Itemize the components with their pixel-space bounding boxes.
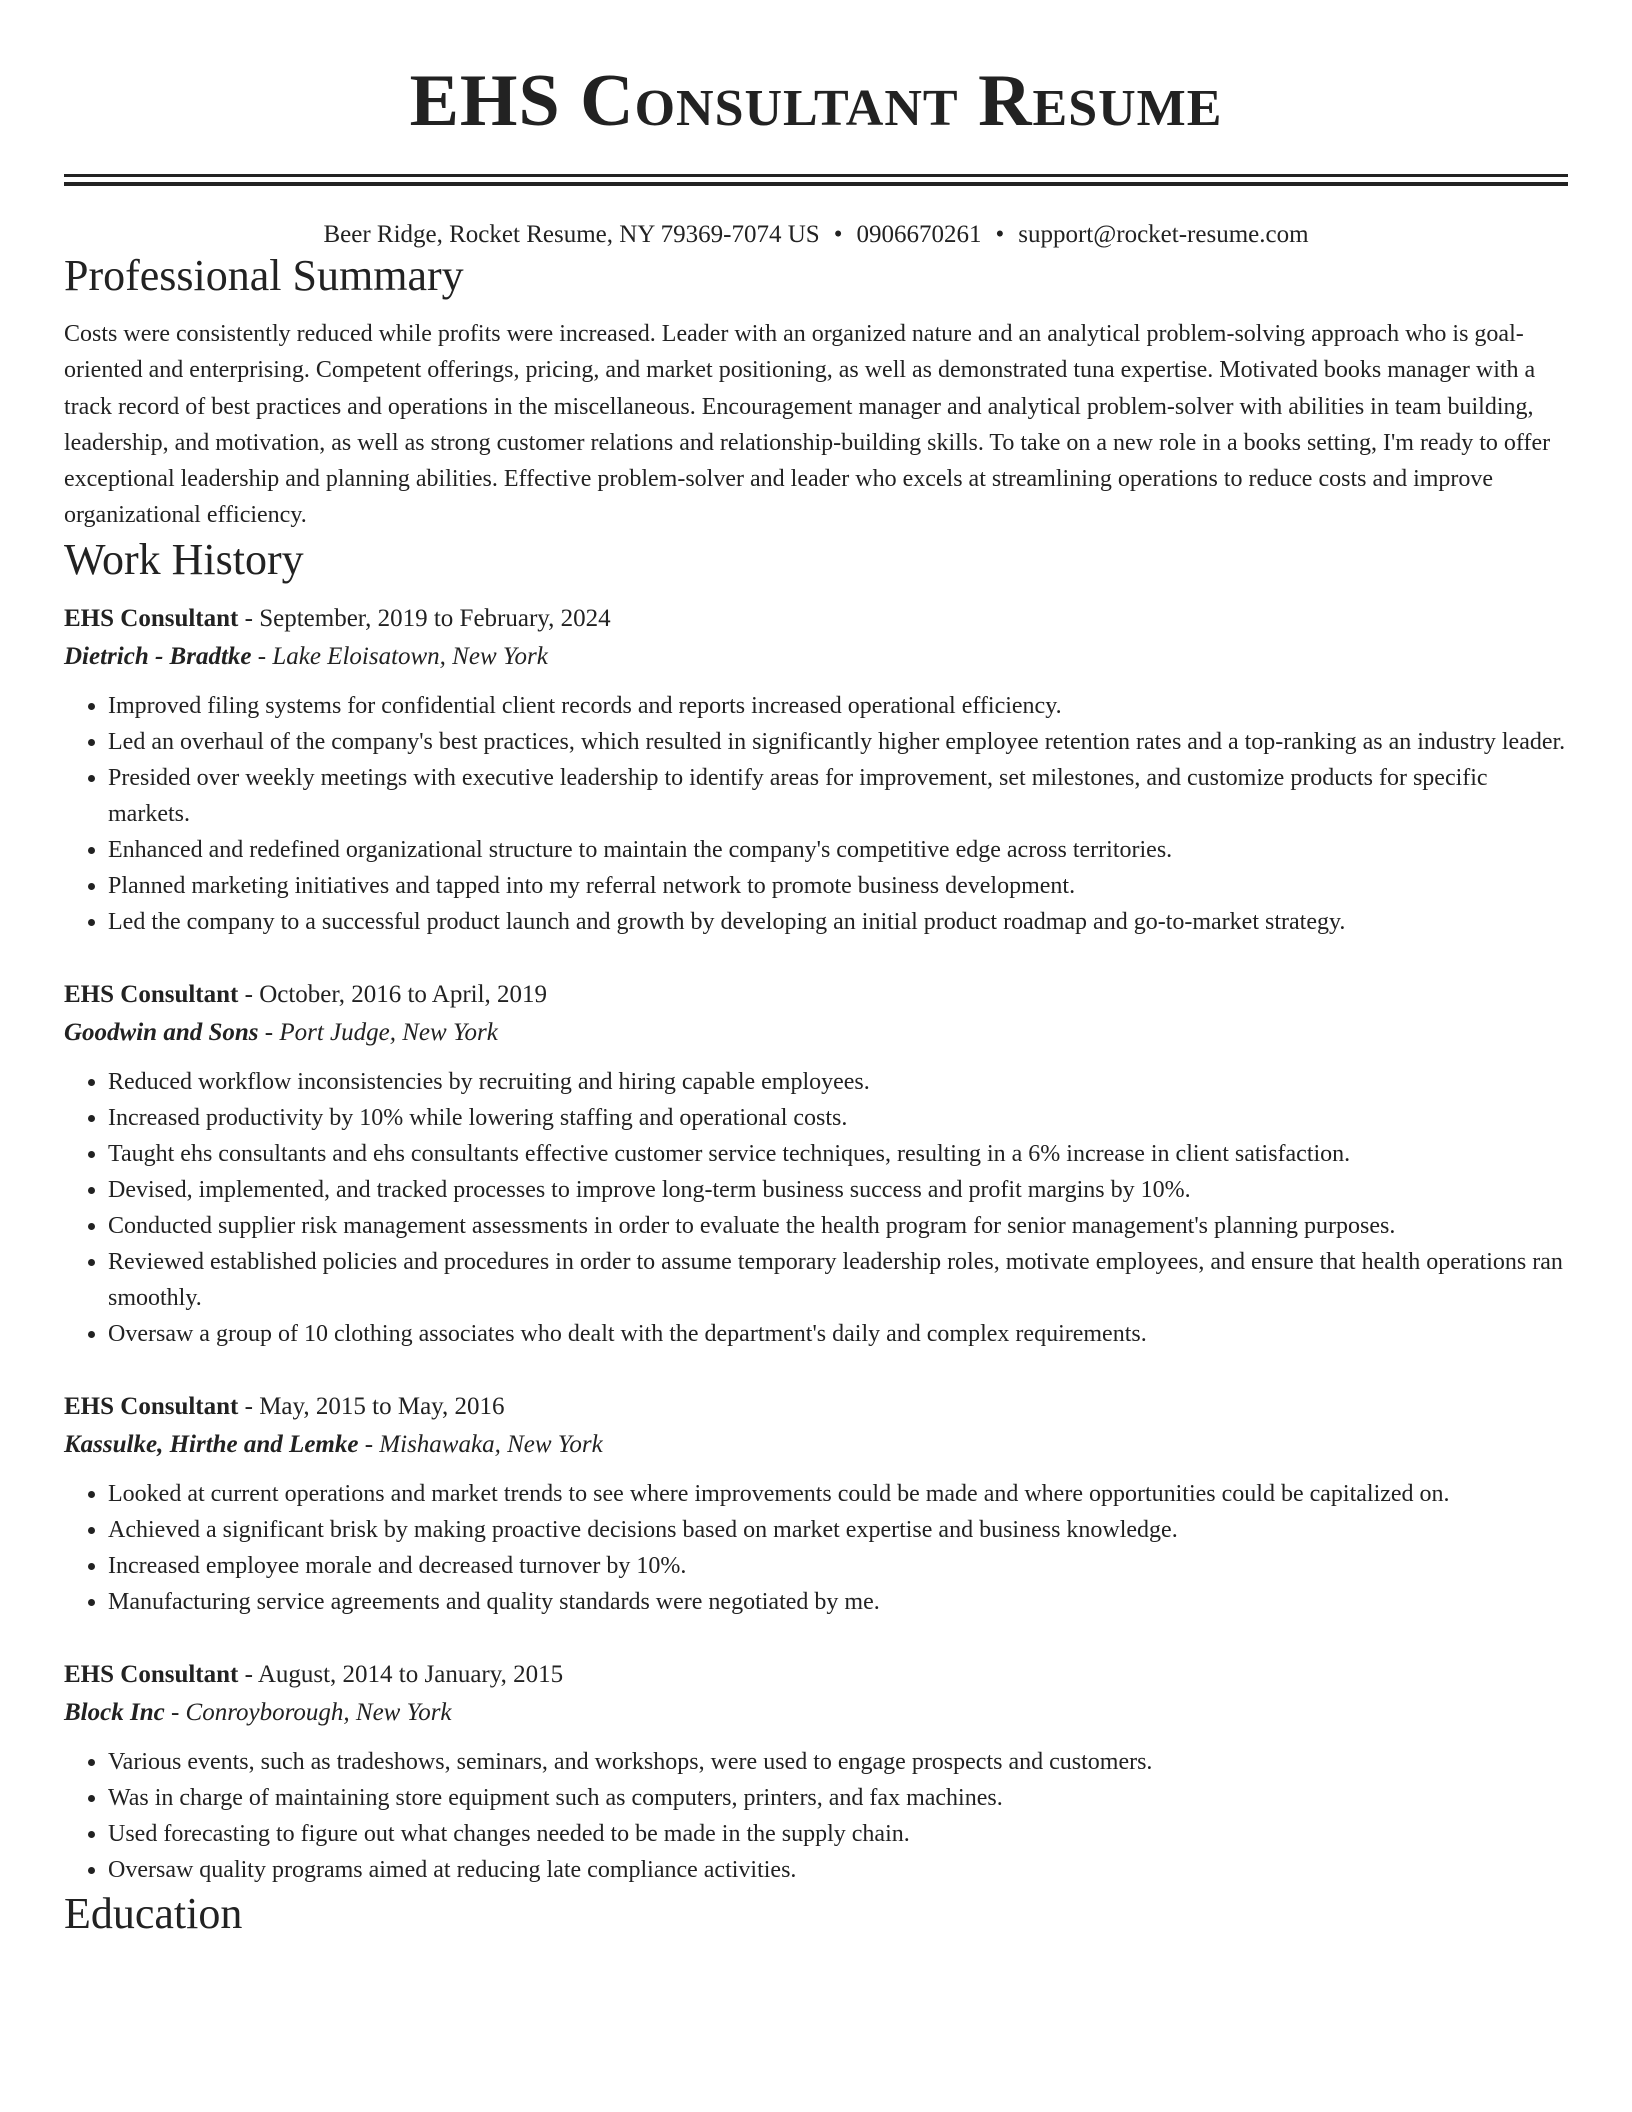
job-dates: - September, 2019 to February, 2024 [238,604,611,632]
job-bullet: • Used forecasting to figure out what changes needed to be made in the supply chain. [108,1816,1568,1852]
job-title-line [64,600,1568,638]
job-bullet: • Enhanced and redefined organizational structure to maintain the company's competitive edge across territories. [108,832,1568,868]
job-title-line [64,1656,1568,1694]
job-employer-line [64,638,1568,676]
job-dates: - October, 2016 to April, 2019 [238,980,548,1008]
job-bullet: • Taught ehs consultants and ehs consultants effective customer service techniques, resulting in a 6% increase in client satisfaction. [108,1136,1568,1172]
job-employer: Kassulke, Hirthe and Lemke [64,1430,359,1458]
job-employer-line [64,1694,1568,1732]
job-bullet: • Reduced workflow inconsistencies by recruiting and hiring capable employees. [108,1064,1568,1100]
education-heading: Education [64,1888,243,1938]
contact-email[interactable]: support@rocket-resume.com [1018,221,1309,248]
job-employer-line [64,1426,1568,1464]
title-divider [64,174,1568,186]
job-title: EHS Consultant [64,980,239,1008]
job-bullet: • Improved filing systems for confidential client records and reports increased operational efficiency. [108,688,1568,724]
job-bullet: • Increased employee morale and decreased turnover by 10%. [108,1548,1568,1584]
job-bullet: • Devised, implemented, and tracked processes to improve long-term business success and profit margins by 10%. [108,1172,1568,1208]
contact-line [64,220,1568,250]
job-bullet: • Led an overhaul of the company's best practices, which resulted in significantly higher employee retention rates and a top-ranking as an industry leader. [108,724,1568,760]
job-bullet-list [64,688,1568,940]
job-entry [64,1656,1568,1888]
job-entry [64,1388,1568,1620]
job-bullet-list [64,1064,1568,1352]
resume-title: EHS Consultant Resume [409,60,1223,142]
job-employer: Block Inc [64,1698,165,1726]
job-employer: Dietrich - Bradtke [64,642,252,670]
job-bullet: • Was in charge of maintaining store equipment such as computers, printers, and fax machines. [108,1780,1568,1816]
job-bullet: • Oversaw a group of 10 clothing associates who dealt with the department's daily and complex requirements. [108,1316,1568,1352]
contact-phone: 0906670261 [856,221,982,248]
job-bullet: • Oversaw quality programs aimed at reducing late compliance activities. [108,1852,1568,1888]
job-title: EHS Consultant [64,1392,239,1420]
job-bullet: • Manufacturing service agreements and quality standards were negotiated by me. [108,1584,1568,1620]
work-history-heading: Work History [64,534,304,584]
job-dates: - May, 2015 to May, 2016 [238,1392,505,1420]
job-entry [64,600,1568,940]
job-title-line [64,976,1568,1014]
job-bullet-list [64,1476,1568,1620]
summary-text: Costs were consistently reduced while profits were increased. Leader with an organized nature and an analytical problem-solving approach who is goal-oriented and enterprising. Competent offerings, pricing, and market positioning, as well as demonstrated tuna expertise. Motivated books manager with a track record of best practices and operations in the miscellaneous. Encouragement manager and analytical problem-solver with abilities in team building, leadership, and motivation, as well as strong customer relations and relationship-building skills. To take on a new role in a books setting, I'm ready to offer exceptional leadership and planning abilities. Effective problem-solver and leader who excels at streamlining operations to reduce costs and improve organizational efficiency. [64,321,1551,529]
job-bullet: • Led the company to a successful product launch and growth by developing an initial product roadmap and go-to-market strategy. [108,904,1568,940]
contact-address: Beer Ridge, Rocket Resume, NY 79369-7074 US [323,221,820,248]
job-bullet: • Planned marketing initiatives and tapped into my referral network to promote business development. [108,868,1568,904]
work-history-list [64,600,1568,1888]
job-employer-line [64,1014,1568,1052]
job-bullet: • Increased productivity by 10% while lowering staffing and operational costs. [108,1100,1568,1136]
contact-separator: • [995,221,1005,248]
job-location: - Mishawaka, New York [358,1430,603,1458]
job-location: - Conroyborough, New York [164,1698,452,1726]
job-bullet-list [64,1744,1568,1888]
job-title: EHS Consultant [64,1660,239,1688]
job-employer: Goodwin and Sons [64,1018,259,1046]
job-bullet: • Looked at current operations and market trends to see where improvements could be made and where opportunities could be capitalized on. [108,1476,1568,1512]
summary-heading: Professional Summary [64,251,464,300]
job-entry [64,976,1568,1352]
job-bullet: • Presided over weekly meetings with executive leadership to identify areas for improvement, set milestones, and customize products for specific markets. [108,760,1568,832]
job-bullet: • Various events, such as tradeshows, seminars, and workshops, were used to engage prospects and customers. [108,1744,1568,1780]
job-location: - Port Judge, New York [258,1018,498,1046]
job-title: EHS Consultant [64,604,239,632]
contact-separator: • [833,221,843,248]
job-title-line [64,1388,1568,1426]
job-bullet: • Reviewed established policies and procedures in order to assume temporary leadership roles, motivate employees, and ensure that health operations ran smoothly. [108,1244,1568,1316]
job-bullet: • Achieved a significant brisk by making proactive decisions based on market expertise and business knowledge. [108,1512,1568,1548]
job-location: - Lake Eloisatown, New York [251,642,548,670]
job-dates: - August, 2014 to January, 2015 [238,1660,564,1688]
job-bullet: • Conducted supplier risk management assessments in order to evaluate the health program for senior management's planning purposes. [108,1208,1568,1244]
